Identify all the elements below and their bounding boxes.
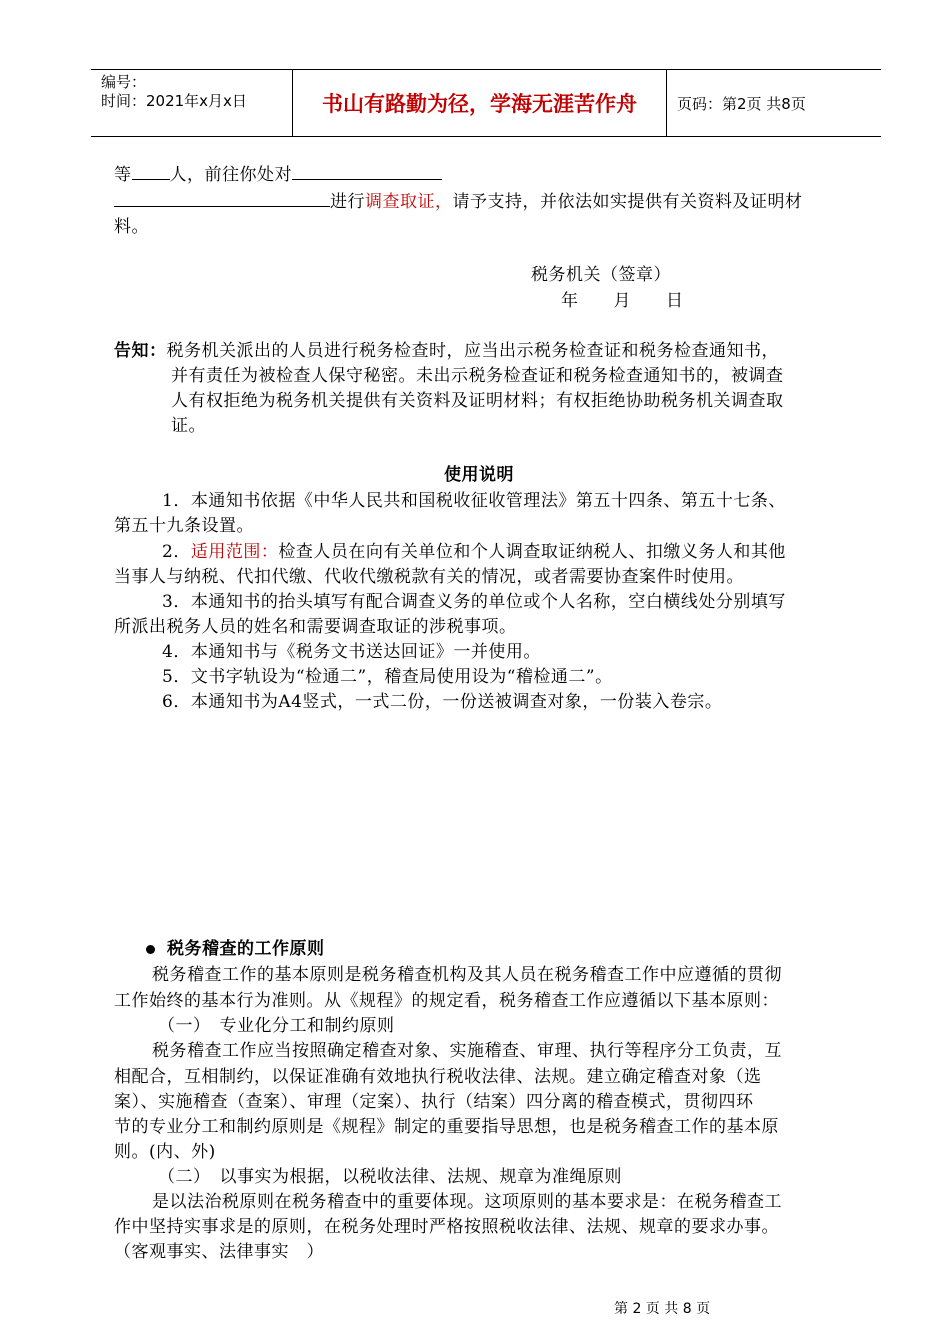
header-page-number: 页码：第2页 共8页 [677, 94, 806, 113]
signature-line: 税务机关（签章） [531, 265, 671, 285]
notice-line-2 [114, 187, 803, 212]
usage-item-6: 6．本通知书为A4竖式，一式二份，一份送被调查对象，一份装入卷宗。 [162, 692, 723, 712]
principles-p2a: 税务稽查工作应当按照确定稽查对象、实施稽查、审理、执行等程序分工负责，互 [152, 1041, 782, 1061]
blank-target-field[interactable] [292, 163, 442, 180]
inform-label-line [114, 336, 779, 361]
principles-section-1: （一） 专业化分工和制约原则 [158, 1016, 395, 1036]
date-line: 年 月 日 [561, 291, 684, 311]
usage-title: 使用说明 [444, 465, 514, 485]
inform-text-1: 税务机关派出的人员进行税务检查时，应当出示税务检查证和税务检查通知书， [166, 341, 779, 361]
notice-line-3: 料。 [114, 217, 149, 237]
usage-item-3b: 所派出税务人员的姓名和需要调查取证的涉税事项。 [114, 617, 517, 637]
principles-p2b: 相配合，互相制约，以保证准确有效地执行税收法律、法规。建立确定稽查对象（选 [114, 1067, 762, 1087]
principles-p3b: 作中坚持实事求是的原则，在税务处理时严格按照税收法律、法规、规章的要求办事。 [114, 1217, 779, 1237]
inform-text-3: 人有权拒绝为税务机关提供有关资料及证明材料；有权拒绝协助税务机关调查取 [171, 391, 784, 411]
usage-highlight: 适用范围： [190, 542, 279, 562]
notice-text: 进行 [330, 192, 365, 212]
doc-number-label: 编号： [101, 73, 147, 91]
principles-p2d: 节的专业分工和制约原则是《规程》制定的重要指导思想，也是税务稽查工作的基本原 [114, 1117, 779, 1137]
blank-count-field[interactable] [132, 163, 170, 180]
notice-text: 人，前往你处对 [169, 165, 292, 185]
inform-text-2: 并有责任为被检查人保守秘密。未出示税务检查证和税务检查通知书的，被调查 [171, 366, 784, 386]
principles-p1a: 税务稽查工作的基本原则是税务稽查机构及其人员在税务稽查工作中应遵循的贯彻 [152, 965, 782, 985]
principles-p3a: 是以法治税原则在税务稽查中的重要体现。这项原则的基本要求是：在税务稽查工 [152, 1192, 782, 1212]
usage-text: 检查人员在向有关单位和个人调查取证纳税人、扣缴义务人和其他 [278, 542, 786, 562]
notice-highlight: 调查取证， [365, 192, 453, 212]
principles-p1b: 工作始终的基本行为准则。从《规程》的规定看，税务稽查工作应遵循以下基本原则： [114, 991, 779, 1011]
principles-heading [146, 934, 325, 959]
notice-text: 请予支持，并依法如实提供有关资料及证明材 [452, 192, 803, 212]
principles-p2e: 则。(内、外) [114, 1142, 216, 1162]
principles-p2c: 案）、实施稽查（查案）、审理（定案）、执行（结案）四分离的稽查模式，贯彻四环 [114, 1092, 754, 1112]
principles-title: 税务稽查的工作原则 [167, 939, 325, 959]
usage-item-2b: 当事人与纳税、代扣代缴、代收代缴税款有关的情况，或者需要协查案件时使用。 [114, 567, 744, 587]
header-motto: 书山有路勤为径，学海无涯苦作舟 [293, 70, 667, 136]
page-header [91, 69, 881, 137]
usage-item-1b: 第五十九条设置。 [114, 516, 254, 536]
principles-section-2: （二） 以事实为根据，以税收法律、法规、规章为准绳原则 [158, 1167, 622, 1187]
usage-item-5: 5．文书字轨设为“检通二”，稽查局使用设为“稽检通二”。 [162, 667, 613, 687]
principles-p3c: （客观事实、法律事实 ） [114, 1242, 324, 1262]
usage-item-4: 4．本通知书与《税务文书送达回证》一并使用。 [162, 642, 541, 662]
header-meta [91, 70, 293, 136]
notice-text: 等 [114, 165, 132, 185]
usage-item-3a: 3．本通知书的抬头填写有配合调查义务的单位或个人名称，空白横线处分别填写 [162, 592, 786, 612]
bullet-icon [146, 945, 155, 954]
usage-item-2a [162, 537, 786, 562]
notice-line-1 [114, 160, 442, 185]
inform-text-4: 证。 [171, 416, 206, 436]
usage-item-1a: 1．本通知书依据《中华人民共和国税收征收管理法》第五十四条、第五十七条、 [162, 491, 786, 511]
inform-label: 告知： [114, 341, 167, 361]
page-footer: 第 2 页 共 8 页 [614, 1301, 711, 1317]
doc-time-label: 时间：2021年x月x日 [101, 92, 247, 110]
blank-matter-field[interactable] [114, 190, 330, 207]
usage-number: 2． [162, 542, 191, 562]
